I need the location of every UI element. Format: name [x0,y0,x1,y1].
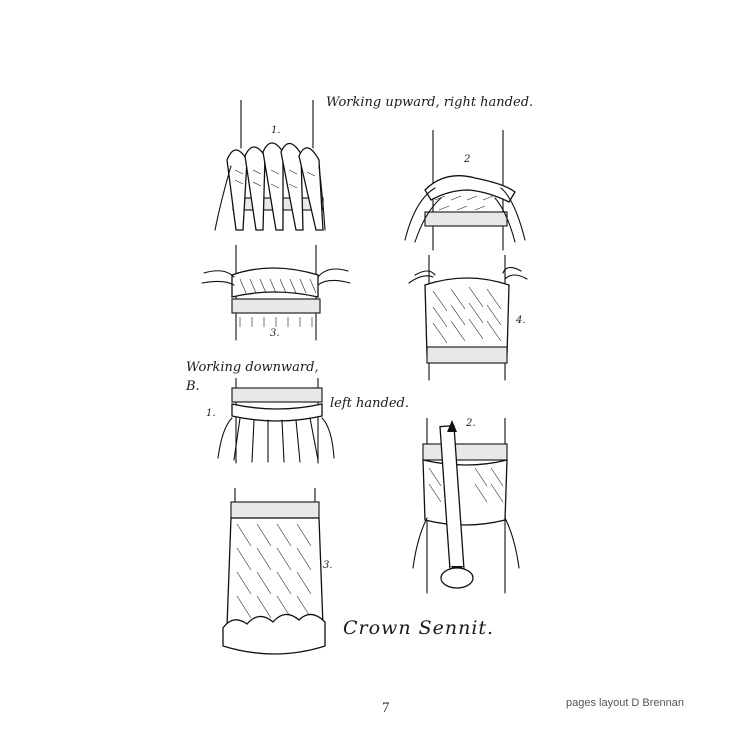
caption-section-b: B. [186,379,200,394]
figure-label-a1: 1. [271,125,281,136]
page-number: 7 [382,700,390,716]
figure-label-b2: 2. [466,418,476,429]
layout-credit: pages layout D Brennan [566,697,685,709]
illustration-a2-crown-tuck [395,130,535,260]
caption-working-upward: Working upward, right handed. [326,95,534,110]
figure-label-b1: 1. [206,408,216,419]
illustration-b3-finished-downward [215,488,335,663]
illustration-b1-downward-start [210,378,340,468]
illustration-b2-tucking-with-fid [405,418,535,598]
caption-left-handed: left handed. [330,396,409,411]
figure-label-b3: 3. [323,560,333,571]
figure-label-a4: 4. [516,315,526,326]
illustration-a3-crown-layers [196,245,356,345]
caption-working-downward: Working downward, [186,360,319,375]
caption-crown-sennit-title: Crown Sennit. [343,617,495,639]
figure-label-a3: 3. [270,328,280,339]
illustration-a4-finished-sennit [405,255,535,385]
figure-label-a2: 2 [464,154,471,165]
illustration-a1-crown-start [205,100,335,240]
